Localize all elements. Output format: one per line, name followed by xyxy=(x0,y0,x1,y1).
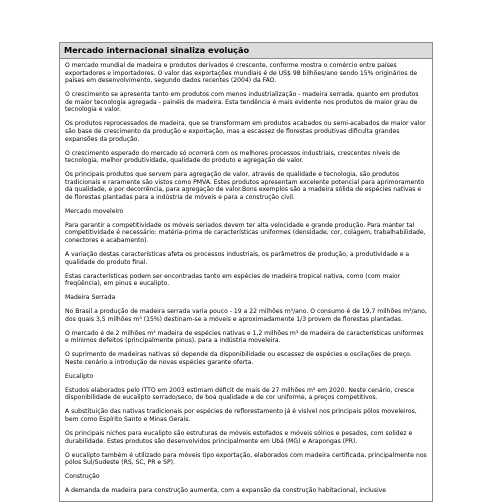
paragraph: Os produtos reprocessados de madeira, que se transformam em produtos acabados ou semi-acabados de maior valor são base de crescimento da produção e exportação, mas a escassez de florestas produtivas dificulta grandes expansões da produção. xyxy=(65,120,426,143)
paragraph: A demanda de madeira para construção aumenta, com a expansão da construção habitacional, inclusive xyxy=(65,487,387,495)
paragraph: A variação destas características afeta os processos industriais, os parâmetros de produção, a produtividade e a qualidade do produto final. xyxy=(65,251,410,266)
paragraph: Para garantir a competitividade os móveis seriados devem ter alta velocidade e grande produção. Para manter tal competitividade é necessário: matéria-prima de características uniformes (densidade, cor, colagem, trabalhabilidade, conectores e acabamento). xyxy=(65,221,426,245)
paragraph: O mercado mundial de madeira e produtos derivados é crescente, conforme mostra o comércio entre países exportadores e importadores. O valor das exportações mundiais é de US$ 98 bilhões/ano sendo 15% originários de países em desenvolvimento, segundo dados recentes (2004) da FAO. xyxy=(65,62,418,85)
section-heading-mercado-moveleiro: Mercado moveleiro xyxy=(65,207,124,215)
paragraph: Estas características podem ser encontradas tanto em espécies de madeira tropical nativa, como (com maior freqüência), em pinus e eucalipto. xyxy=(65,272,401,288)
paragraph: Os principais nichos para eucalipto são estruturas de móveis estofados e móveis sólrios e pesados, com solidez e durabilidade. Estes produtos são desenvolvidos principalmente em Ubá (MG) e Arapongas (PR). xyxy=(65,430,413,445)
paragraph: O crescimento esperado do mercado só ocorrerá com os melhores processos industriais, crescentes níveis de tecnologia, melhor produtividade, qualidade do produto e agregação de valor. xyxy=(65,149,400,165)
paragraph: O mercado é de 2 milhões m³ madeira de espécies nativas e 1,2 milhões m³ de madeira de características uniformes e mínimos defeitos (principalmente pinus), para a indústria moveleira. xyxy=(65,329,424,345)
article-body xyxy=(60,59,432,495)
article-title: Mercado internacional sinaliza evolução xyxy=(60,43,432,59)
section-heading-eucalipto: Eucalipto xyxy=(65,372,94,380)
paragraph: No Brasil a produção de madeira serrada varia pouco - 19 a 22 milhões m³/ano. O consumo é de 19,7 milhões m³/ano, dos quais 3,5 milhões m³ (15%) destinam-se a móveis e aproximadamente 1/3 provem de florestas plantadas. xyxy=(65,308,427,323)
article-panel xyxy=(59,42,433,502)
paragraph: O crescimento se apresenta tanto em produtos com menos industrialização - madeira serrada, quanto em produtos de maior tecnologia agregada - painéis de madeira. Esta tendência é mais evidente nos produtos de maior grau de tecnologia e valor. xyxy=(65,91,419,114)
paragraph: Os principais produtos que servem para agregação de valor, através de qualidade e tecnologia, são produtos tradicionais e raramente são vistos como PMVA. Estes produtos apresentam excelente potencial para aprimoramento da qualidade, e por decorrência, para agregação de valor.Bons exemplos são a madeira sólida de espécies nativas e de florestas plantadas para a indústria de móveis e para a construção civil. xyxy=(65,171,425,201)
paragraph: Estudos elaborados pelo ITTO em 2003 estimam déficit de mais de 27 milhões m³ em 2020. Neste cenário, cresce disponibilidade de eucalipto serrado/seco, de boa qualidade e de cor uniforme, a preços competitivos. xyxy=(65,386,415,402)
section-heading-madeira-serrada: Madeira Serrada xyxy=(65,294,116,302)
paragraph: A substituição das nativas tradicionais por espécies de reflorestamento já é visível nos principais pólos moveleiros, bem como Espírito Santo e Minas Gerais. xyxy=(65,408,417,424)
paragraph: O suprimento de madeiras nativas só depende da disponibilidade ou escassez de espécies e oscilações de preço. Neste cenário a introdução de novas espécies garante oferta. xyxy=(65,351,412,366)
paragraph: O eucalipto também é utilizado para móveis tipo exportação, elaborados com madeira certificada, principalmente nos pólos Sul/Sudeste (RS, SC, PR e SP). xyxy=(65,451,427,467)
section-heading-construcao: Construção xyxy=(65,473,100,481)
